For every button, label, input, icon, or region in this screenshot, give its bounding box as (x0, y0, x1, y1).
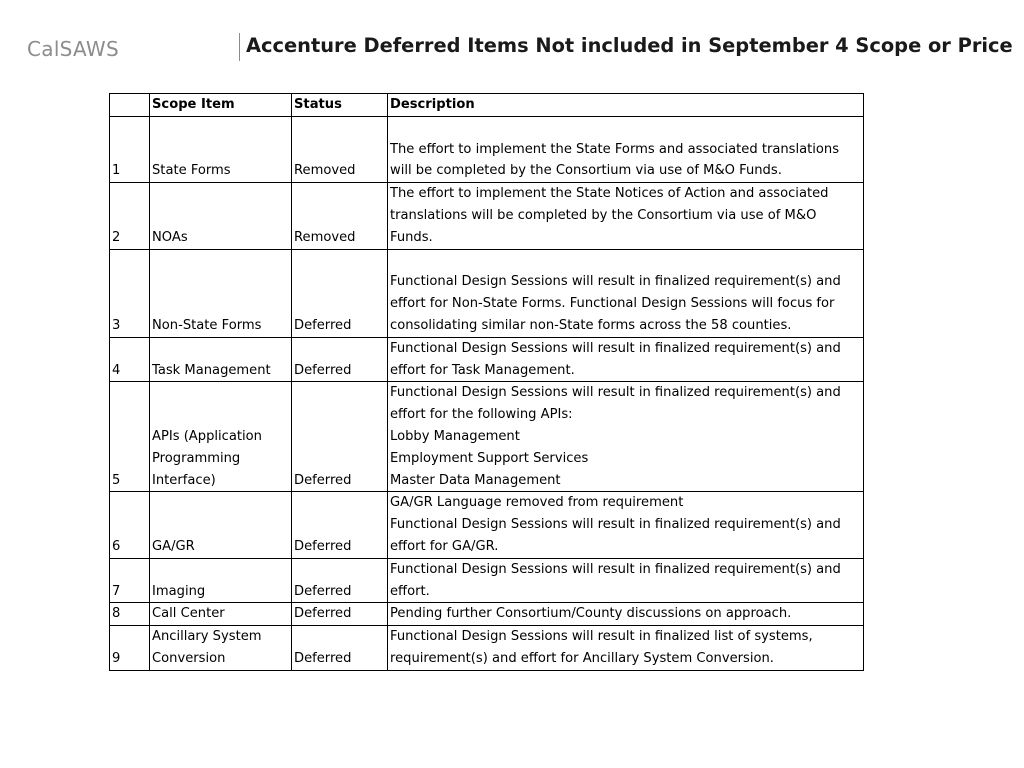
scope-item-text: Task Management (152, 362, 271, 378)
column-header-status: Status (292, 94, 388, 117)
description-cell (388, 603, 864, 626)
row-number: 7 (110, 558, 150, 603)
scope-item-cell (150, 626, 292, 671)
table-row (110, 558, 864, 603)
scope-item-text: Call Center (152, 606, 225, 622)
description-line: Pending further Consortium/County discussions on approach. (390, 606, 792, 622)
scope-item-cell (150, 492, 292, 558)
description-line: GA/GR Language removed from requirement (390, 495, 684, 511)
table-body (110, 116, 864, 670)
description-line: Functional Design Sessions will result in finalized requirement(s) and (390, 385, 841, 401)
table-row (110, 492, 864, 558)
row-number: 6 (110, 492, 150, 558)
scope-item-cell (150, 382, 292, 492)
status-cell: Deferred (292, 249, 388, 337)
description-line: The effort to implement the State Forms and associated translations (390, 141, 840, 157)
status-cell: Deferred (292, 603, 388, 626)
status-cell: Deferred (292, 337, 388, 382)
table-header-row (110, 94, 864, 117)
description-line: Funds. (390, 229, 433, 245)
description-line: Functional Design Sessions will result in finalized requirement(s) and (390, 340, 841, 356)
description-cell (388, 249, 864, 337)
description-line: The effort to implement the State Notices of Action and associated (390, 186, 829, 202)
scope-item-text: APIs (Application (152, 428, 262, 444)
description-cell (388, 558, 864, 603)
scope-item-text: Interface) (152, 472, 216, 488)
scope-item-cell (150, 249, 292, 337)
table-row (110, 626, 864, 671)
description-line: effort for the following APIs: (390, 407, 573, 423)
row-number: 9 (110, 626, 150, 671)
row-number: 5 (110, 382, 150, 492)
description-line: will be completed by the Consortium via use of M&O Funds. (390, 163, 782, 179)
scope-item-text: GA/GR (152, 538, 195, 554)
scope-item-text: Ancillary System (152, 629, 262, 645)
table-row (110, 603, 864, 626)
status-cell: Deferred (292, 492, 388, 558)
row-number: 8 (110, 603, 150, 626)
scope-item-cell (150, 183, 292, 249)
description-line: requirement(s) and effort for Ancillary System Conversion. (390, 650, 774, 666)
calsaws-logo: CalSAWS (27, 37, 120, 61)
description-line: effort for Task Management. (390, 362, 575, 378)
scope-item-text: Programming (152, 450, 241, 466)
description-cell (388, 382, 864, 492)
table-row (110, 382, 864, 492)
description-line: Functional Design Sessions will result in finalized requirement(s) and (390, 561, 841, 577)
title-divider (239, 33, 240, 61)
table-row (110, 337, 864, 382)
description-cell (388, 337, 864, 382)
description-cell (388, 626, 864, 671)
description-line: Functional Design Sessions will result in finalized requirement(s) and (390, 517, 841, 533)
description-line: Functional Design Sessions will result in finalized list of systems, (390, 629, 813, 645)
row-number: 1 (110, 116, 150, 182)
scope-item-cell (150, 337, 292, 382)
status-cell: Removed (292, 116, 388, 182)
status-cell: Deferred (292, 626, 388, 671)
description-line: Lobby Management (390, 428, 520, 444)
scope-item-text: State Forms (152, 163, 231, 179)
column-header-number (110, 94, 150, 117)
description-cell (388, 116, 864, 182)
scope-item-text: Imaging (152, 583, 206, 599)
table-row (110, 249, 864, 337)
row-number: 2 (110, 183, 150, 249)
page-title: Accenture Deferred Items Not included in September 4 Scope or Price (246, 34, 1013, 57)
deferred-items-table (109, 93, 864, 671)
table-row (110, 116, 864, 182)
scope-item-text: NOAs (152, 229, 188, 245)
description-line: Master Data Management (390, 472, 561, 488)
description-cell (388, 183, 864, 249)
column-header-scope-item: Scope Item (150, 94, 292, 117)
status-cell: Removed (292, 183, 388, 249)
status-cell: Deferred (292, 558, 388, 603)
description-line: Employment Support Services (390, 450, 589, 466)
row-number: 4 (110, 337, 150, 382)
table-row (110, 183, 864, 249)
description-line: effort. (390, 583, 430, 599)
scope-item-text: Non-State Forms (152, 317, 262, 333)
description-line: consolidating similar non-State forms across the 58 counties. (390, 317, 792, 333)
scope-item-cell (150, 603, 292, 626)
scope-item-text: Conversion (152, 650, 226, 666)
description-line: translations will be completed by the Consortium via use of M&O (390, 207, 817, 223)
scope-item-cell (150, 116, 292, 182)
status-cell: Deferred (292, 382, 388, 492)
scope-item-cell (150, 558, 292, 603)
description-cell (388, 492, 864, 558)
column-header-description: Description (388, 94, 864, 117)
row-number: 3 (110, 249, 150, 337)
description-line: effort for Non-State Forms. Functional Design Sessions will focus for (390, 296, 835, 312)
description-line: effort for GA/GR. (390, 538, 499, 554)
description-line: Functional Design Sessions will result in finalized requirement(s) and (390, 274, 841, 290)
